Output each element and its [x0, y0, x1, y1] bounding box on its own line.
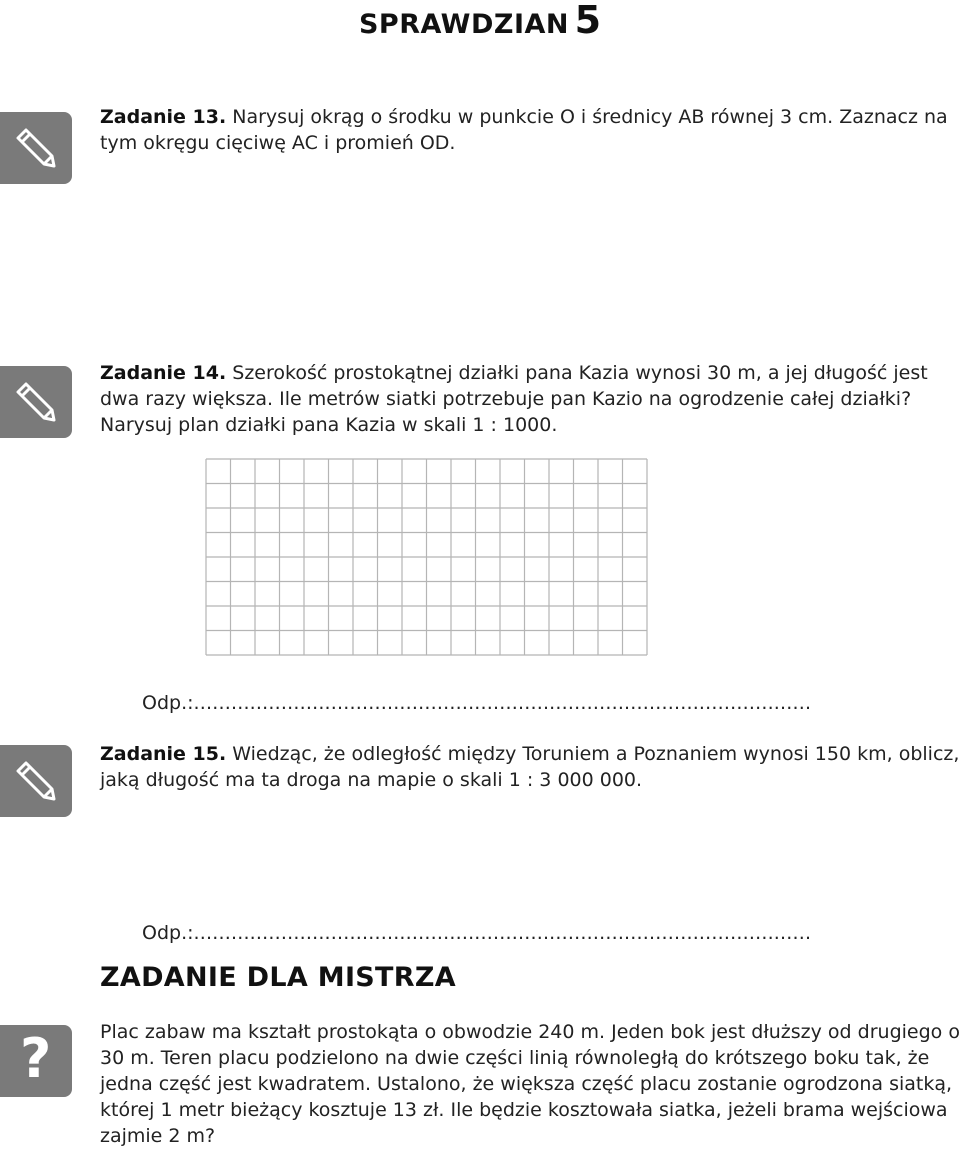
pencil-tab-14: [0, 366, 72, 438]
task-14-text: Szerokość prostokątnej działki pana Kazia wynosi 30 m, a jej długość jest dwa razy większa. Ile metrów siatki potrzebuje pan Kazio na ogrodzenie całej działki? Narysuj plan działki pana Kazia w skali 1 : 1000.: [100, 362, 928, 436]
answer-dots: ...................................................................................................: [193, 922, 812, 944]
task-15-text: Wiedząc, że odległość między Toruniem a Poznaniem wynosi 150 km, oblicz, jaką długość ma ta droga na mapie o skali 1 : 3 000 000.: [100, 743, 960, 791]
drawing-grid[interactable]: [205, 458, 653, 660]
master-text: Plac zabaw ma kształt prostokąta o obwodzie 240 m. Jeden bok jest dłuższy od drugiego o 30 m. Teren placu podzielono na dwie części linią równoległą do krótszego boku tak, że jedna część jest kwadratem. Ustalono, że większa część placu zostanie ogrodzona siatką, której 1 metr bieżący kosztuje 13 zł. Ile będzie kosztowała siatka, jeżeli brama wejściowa zajmie 2 m?: [100, 1021, 960, 1147]
question-tab: [0, 1025, 72, 1097]
pencil-icon: [12, 378, 60, 426]
answer-line-15[interactable]: [142, 922, 811, 944]
task-14-label: Zadanie 14.: [100, 362, 227, 384]
task-13-label: Zadanie 13.: [100, 106, 227, 128]
answer-dots: ...................................................................................................: [193, 692, 812, 714]
pencil-icon: [12, 124, 60, 172]
answer-line-14[interactable]: [142, 692, 811, 714]
answer-label: Odp.:: [142, 922, 194, 944]
page-title-text: SPRAWDZIAN: [358, 9, 569, 40]
task-13-text: Narysuj okrąg o środku w punkcie O i średnicy AB równej 3 cm. Zaznacz na tym okręgu cięciwę AC i promień OD.: [100, 106, 948, 154]
task-15-label: Zadanie 15.: [100, 743, 227, 765]
master-heading: ZADANIE DLA MISTRZA: [100, 962, 456, 993]
task-13: [100, 104, 960, 156]
pencil-tab-15: [0, 745, 72, 817]
page-title: [0, 0, 960, 48]
task-14: [100, 360, 958, 438]
pencil-tab-13: [0, 112, 72, 184]
task-15: [100, 741, 960, 793]
pencil-icon: [12, 757, 60, 805]
page-title-number: 5: [574, 0, 602, 42]
question-icon: ?: [20, 1027, 52, 1090]
answer-label: Odp.:: [142, 692, 194, 714]
